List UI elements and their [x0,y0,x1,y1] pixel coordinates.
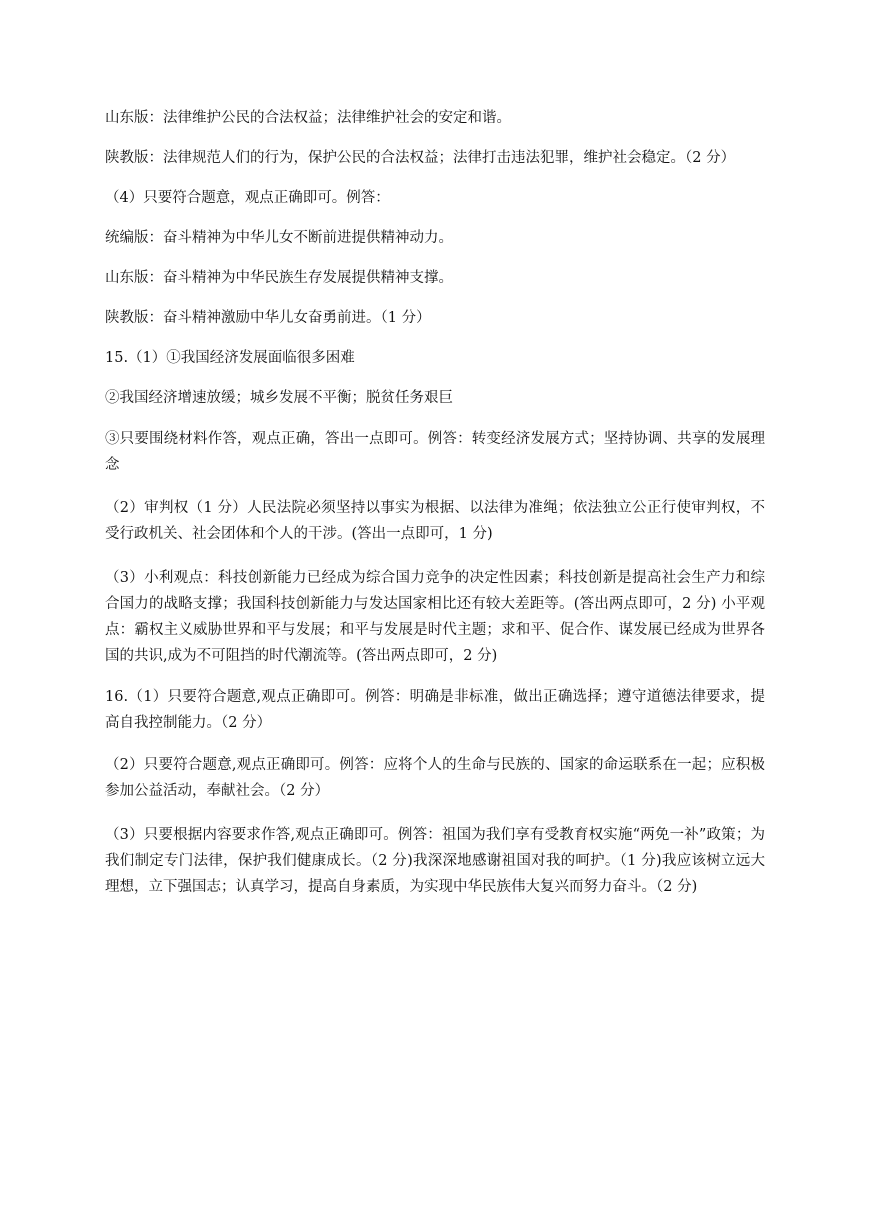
answer-line-shanjiao-spirit: 陕教版：奋斗精神激励中华儿女奋勇前进。（1 分） [105,310,431,326]
answer-paragraph-q16-3: （3）只要根据内容要求作答,观点正确即可。例答：祖国为我们享有受教育权实施“两免一补”政策；为我们制定专门法律，保护我们健康成长。（2 分)我深深地感谢祖国对我的呵护。（1 分)我应该树立远大理想，立下强国志；认真学习，提高自身素质，为实现中华民族伟大复兴而努力奋斗。（2 分) [105,827,765,895]
answer-paragraph-q15-1-example: ③只要围绕材料作答，观点正确，答出一点即可。例答：转变经济发展方式；坚持协调、共享的发展理念 [105,431,765,473]
answer-line-shanjiao-law: 陕教版：法律规范人们的行为，保护公民的合法权益；法律打击违法犯罪，维护社会稳定。（2 分） [105,150,736,166]
answer-paragraph-q16-1: 16.（1）只要符合题意,观点正确即可。例答：明确是非标准，做出正确选择；遵守道德法律要求，提高自我控制能力。（2 分） [105,689,765,731]
answer-paragraph-q15-2: （2）审判权（1 分）人民法院必须坚持以事实为根据、以法律为准绳；依法独立公正行使审判权，不受行政机关、社会团体和个人的干涉。(答出一点即可，1 分) [105,500,765,542]
answer-line-q14-4-intro: （4）只要符合题意，观点正确即可。例答： [105,190,390,206]
answer-line-tongbian-spirit: 统编版：奋斗精神为中华儿女不断前进提供精神动力。 [105,230,453,246]
answer-line-q15-1-difficulty: 15.（1）①我国经济发展面临很多困难 [105,350,355,366]
answer-paragraph-q15-3: （3）小利观点：科技创新能力已经成为综合国力竞争的决定性因素；科技创新是提高社会生产力和综合国力的战略支撑；我国科技创新能力与发达国家相比还有较大差距等。(答出两点即可，2 分) 小平观点：霸权主义威胁世界和平与发展；和平与发展是时代主题；求和平、促合作、谋发展已经成为世界各国的共识,成为不可阻挡的时代潮流等。(答出两点即可，2 分) [105,570,765,664]
answer-line-q15-1-economy: ②我国经济增速放缓；城乡发展不平衡；脱贫任务艰巨 [105,390,453,406]
answer-line-shandong-law: 山东版：法律维护公民的合法权益；法律维护社会的安定和谐。 [105,110,511,126]
answer-paragraph-q16-2: （2）只要符合题意,观点正确即可。例答：应将个人的生命与民族的、国家的命运联系在一起；应积极参加公益活动，奉献社会。（2 分） [105,757,765,799]
answer-line-shandong-spirit: 山东版：奋斗精神为中华民族生存发展提供精神支撑。 [105,270,453,286]
